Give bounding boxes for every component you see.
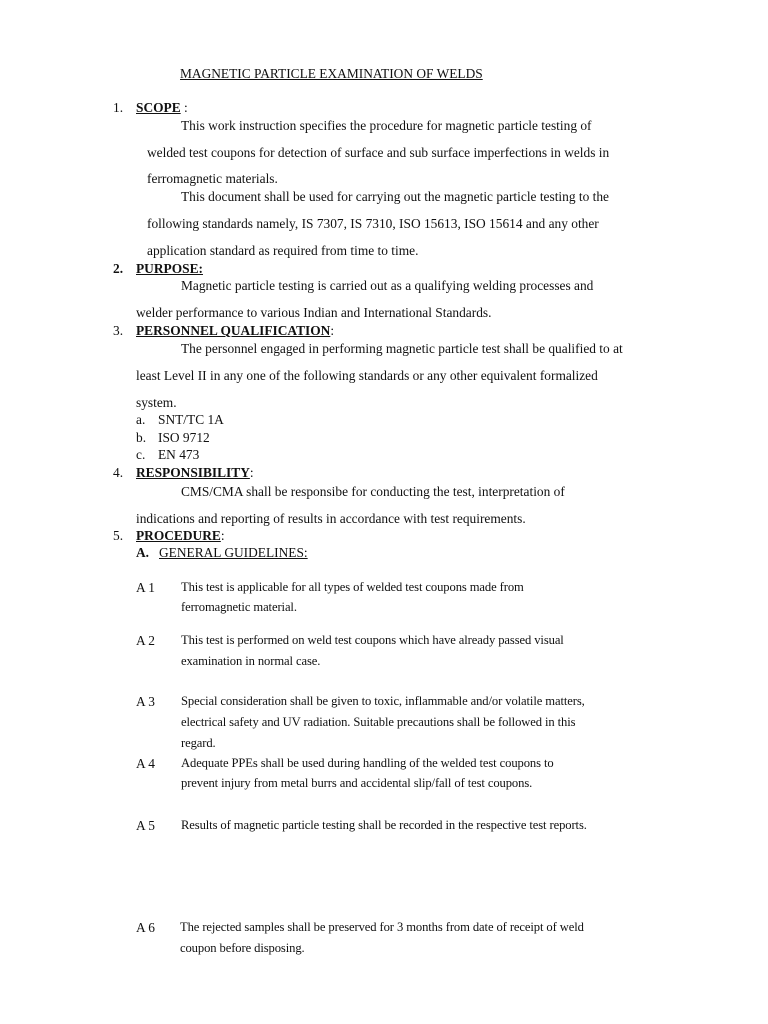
guideline-line: examination in normal case. <box>181 654 321 668</box>
purpose-number: 2. <box>113 261 124 276</box>
purpose-line: welder performance to various Indian and International Standards. <box>136 305 492 320</box>
standard-item: ISO 9712 <box>158 430 210 445</box>
personnel-line: system. <box>136 395 177 410</box>
guideline-id: A 2 <box>136 633 155 648</box>
procedure-heading-line <box>136 528 225 544</box>
guideline-id: A 4 <box>136 756 155 771</box>
scope-line: This work instruction specifies the procedure for magnetic particle testing of <box>181 118 592 133</box>
scope-heading: SCOPE <box>136 100 181 115</box>
responsibility-heading: RESPONSIBILITY <box>136 465 250 480</box>
personnel-line: least Level II in any one of the following standards or any other equivalent formalized <box>136 368 598 383</box>
guideline-line: This test is performed on weld test coupons which have already passed visual <box>181 633 564 647</box>
standard-item: EN 473 <box>158 447 200 462</box>
standard-marker: a. <box>136 412 146 427</box>
purpose-heading: PURPOSE: <box>136 261 203 276</box>
scope-colon: : <box>180 100 188 115</box>
guideline-line: prevent injury from metal burrs and accidental slip/fall of test coupons. <box>181 776 533 790</box>
scope-line: application standard as required from time to time. <box>147 243 419 258</box>
guideline-line: The rejected samples shall be preserved for 3 months from date of receipt of weld <box>180 920 584 934</box>
guideline-line: regard. <box>181 736 216 750</box>
guideline-line: coupon before disposing. <box>180 941 305 955</box>
procedure-heading: PROCEDURE <box>136 528 221 543</box>
responsibility-line: indications and reporting of results in accordance with test requirements. <box>136 511 526 526</box>
purpose-line: Magnetic particle testing is carried out as a qualifying welding processes and <box>181 278 594 293</box>
responsibility-line: CMS/CMA shall be responsibe for conducting the test, interpretation of <box>181 484 565 499</box>
responsibility-number: 4. <box>113 465 124 480</box>
scope-line: welded test coupons for detection of surface and sub surface imperfections in welds in <box>147 145 610 160</box>
guideline-id: A 3 <box>136 694 155 709</box>
standard-item: SNT/TC 1A <box>158 412 224 427</box>
personnel-heading-line <box>136 323 334 339</box>
guideline-line: ferromagnetic material. <box>181 600 297 614</box>
document-title: MAGNETIC PARTICLE EXAMINATION OF WELDS <box>180 66 483 81</box>
responsibility-colon: : <box>249 465 254 480</box>
guideline-line: electrical safety and UV radiation. Suitable precautions shall be followed in this <box>181 715 576 729</box>
guideline-id: A 5 <box>136 818 155 833</box>
personnel-line: The personnel engaged in performing magnetic particle test shall be qualified to at <box>181 341 623 356</box>
procedure-colon: : <box>220 528 225 543</box>
guideline-line: Adequate PPEs shall be used during handling of the welded test coupons to <box>181 756 554 770</box>
scope-line: ferromagnetic materials. <box>147 171 278 186</box>
procedure-number: 5. <box>113 528 124 543</box>
personnel-number: 3. <box>113 323 124 338</box>
guideline-id: A 1 <box>136 580 155 595</box>
general-guidelines-marker: A. <box>136 545 150 560</box>
scope-heading-line <box>136 100 188 116</box>
scope-line: following standards namely, IS 7307, IS 7310, ISO 15613, ISO 15614 and any other <box>147 216 599 231</box>
standard-marker: b. <box>136 430 147 445</box>
guideline-line: Special consideration shall be given to toxic, inflammable and/or volatile matters, <box>181 694 585 708</box>
standard-marker: c. <box>136 447 146 462</box>
guideline-id: A 6 <box>136 920 155 935</box>
scope-line: This document shall be used for carrying out the magnetic particle testing to the <box>181 189 610 204</box>
guideline-line: This test is applicable for all types of welded test coupons made from <box>181 580 524 594</box>
personnel-colon: : <box>330 323 335 338</box>
responsibility-heading-line <box>136 465 254 481</box>
guideline-line: Results of magnetic particle testing shall be recorded in the respective test reports. <box>181 818 587 832</box>
personnel-heading: PERSONNEL QUALIFICATION <box>136 323 331 338</box>
general-guidelines-heading: GENERAL GUIDELINES: <box>159 545 308 560</box>
scope-number: 1. <box>113 100 124 115</box>
